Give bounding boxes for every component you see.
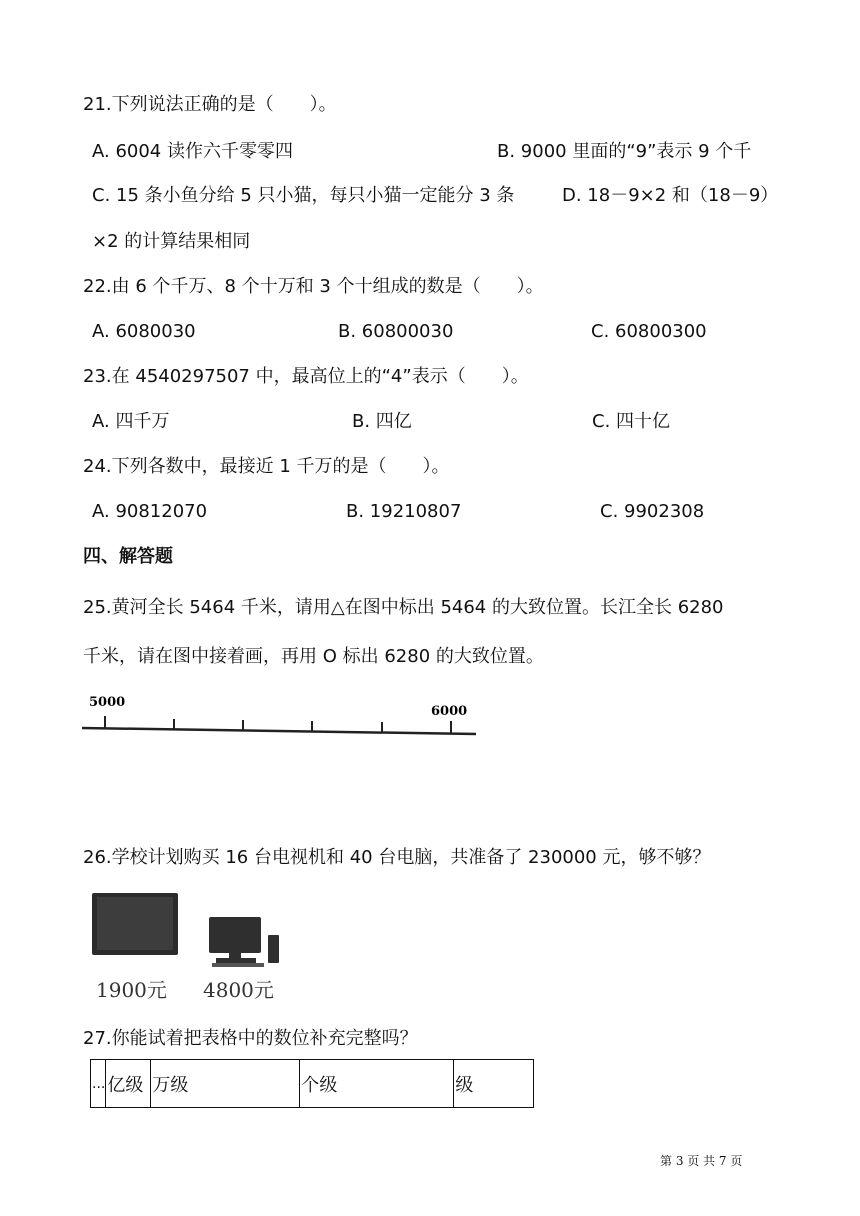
question-22-option-a: A. 6080030 [92,321,196,342]
number-line-start-label: 5000 [89,695,126,710]
computer-icon [209,917,261,953]
number-line-end-label: 6000 [431,704,468,719]
question-21-stem: 21.下列说法正确的是（ ）。 [83,94,337,115]
question-23-option-b: B. 四亿 [352,411,412,432]
television-icon [92,893,178,955]
question-21-option-c: C. 15 条小鱼分给 5 只小猫，每只小猫一定能分 3 条 [92,185,515,206]
question-24-option-b: B. 19210807 [346,501,462,522]
question-21-option-a: A. 6004 读作六千零零四 [92,141,293,162]
question-22-option-c: C. 60800300 [591,321,707,342]
question-24-option-c: C. 9902308 [600,501,705,522]
question-26-text: 26.学校计划购买 16 台电视机和 40 台电脑，共准备了 230000 元，够不够？ [83,847,711,868]
page-footer: 第 3 页 共 7 页 [660,1154,743,1168]
number-line [80,686,480,738]
question-25-line-2: 千米，请在图中接着画，再用 O 标出 6280 的大致位置。 [83,646,544,667]
question-22-stem: 22.由 6 个千万、8 个十万和 3 个十组成的数是（ ）。 [83,276,544,297]
tv-price: 1900元 [96,978,167,1002]
pc-price: 4800元 [203,978,274,1002]
question-23-option-c: C. 四十亿 [592,411,671,432]
question-21-option-b: B. 9000 里面的“9”表示 9 个千 [497,141,752,162]
section-4-title: 四、解答题 [83,546,173,567]
question-25-line-1: 25.黄河全长 5464 千米，请用△在图中标出 5464 的大致位置。长江全长 6280 [83,597,724,618]
number-line-axis [82,728,476,734]
question-21-option-d: D. 18－9×2 和（18－9） [562,185,779,206]
table-cell-ellipsis: ... [91,1060,106,1108]
question-23-option-a: A. 四千万 [92,411,170,432]
question-24-option-a: A. 90812070 [92,501,208,522]
table-cell-ge: 个级 [300,1060,454,1108]
question-22-option-b: B. 60800030 [338,321,454,342]
table-cell-wan: 万级 [151,1060,300,1108]
question-23-stem: 23.在 4540297507 中，最高位上的“4”表示（ ）。 [83,366,529,387]
table-row [91,1060,534,1108]
keyboard-icon [212,963,264,967]
question-24-stem: 24.下列各数中，最接近 1 千万的是（ ）。 [83,456,450,477]
place-value-table [90,1059,534,1108]
question-21-option-d-continued: ×2 的计算结果相同 [92,231,251,252]
computer-tower-icon [268,935,279,963]
table-cell-yi: 亿级 [106,1060,151,1108]
question-27-text: 27.你能试着把表格中的数位补充完整吗？ [83,1028,418,1049]
table-cell-blank: 级 [454,1060,534,1108]
